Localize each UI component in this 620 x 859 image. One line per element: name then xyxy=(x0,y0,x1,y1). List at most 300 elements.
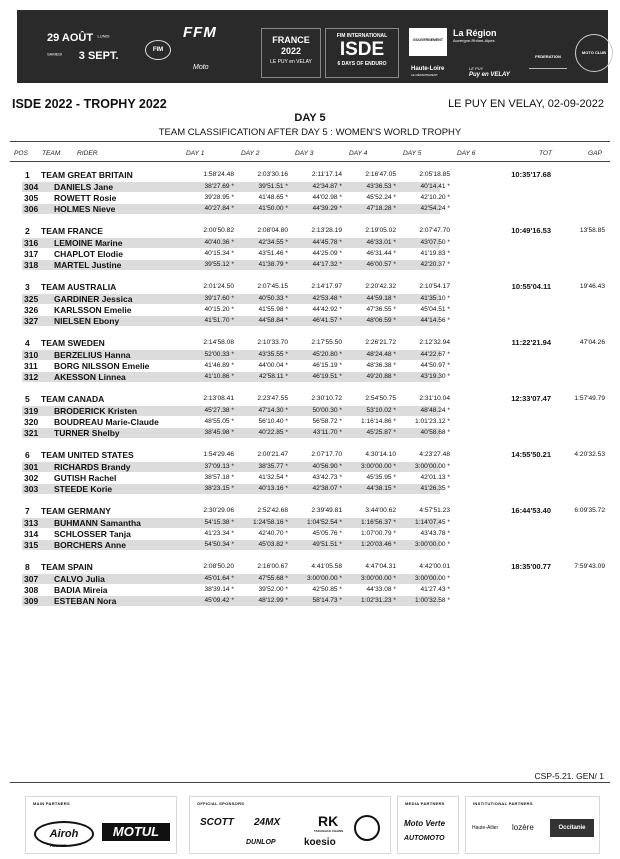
team-name: TEAM GERMANY xyxy=(41,506,111,516)
team-total: 12:33'07.47 xyxy=(511,394,551,403)
rider-row xyxy=(0,574,620,585)
rider-day-time: 40'15.34 * xyxy=(204,250,234,257)
team-gap: 7:59'43.09 xyxy=(574,563,605,570)
rider-day-time: 44'58.84 * xyxy=(258,317,288,324)
team-row xyxy=(0,394,620,405)
team-gap: 6:09'35.72 xyxy=(574,507,605,514)
isde-sub: 6 DAYS OF ENDURO xyxy=(337,61,387,67)
rider-day-time: 45'27.38 * xyxy=(204,407,234,414)
rider-day-time: 43'43.78 * xyxy=(420,530,450,537)
col-day4: DAY 4 xyxy=(349,150,368,157)
rider-day-time: 38'57.18 * xyxy=(204,474,234,481)
rider-day-time: 56'58.72 * xyxy=(312,418,342,425)
team-day-time: 4:23'27.48 xyxy=(419,451,450,458)
header-rule xyxy=(10,141,610,142)
rider-day-time: 44'00.04 * xyxy=(258,362,288,369)
rider-day-time: 43'42.73 * xyxy=(312,474,342,481)
team-row xyxy=(0,338,620,349)
team-row xyxy=(0,282,620,293)
rider-day-time: 44'50.97 * xyxy=(420,362,450,369)
institutional-partners-group xyxy=(465,796,600,854)
rider-day-time: 53'10.02 * xyxy=(366,407,396,414)
region-sub: Auvergne-Rhône-Alpes xyxy=(453,38,495,43)
rider-day-time: 42'10.20 * xyxy=(420,194,450,201)
rider-day-time: 1:24'58.16 * xyxy=(253,519,288,526)
date-end-day: SAMEDI xyxy=(47,51,63,57)
rider-day-time: 58'14.73 * xyxy=(312,597,342,604)
rider-row xyxy=(0,417,620,428)
team-gap: 13'58.85 xyxy=(579,227,605,234)
col-team: TEAM xyxy=(42,150,61,157)
rider-bib: 305 xyxy=(24,193,39,203)
occitanie-logo: Occitanie xyxy=(550,819,594,837)
rider-day-time: 38'35.77 * xyxy=(258,463,288,470)
team-name: TEAM UNITED STATES xyxy=(41,450,134,460)
team-position: 8 xyxy=(25,562,30,572)
team-day-time: 2:08'04.80 xyxy=(257,227,288,234)
team-day-time: 2:00'21.47 xyxy=(257,451,288,458)
team-day-time: 2:07'17.70 xyxy=(311,451,342,458)
rider-day-time: 47'18.28 * xyxy=(366,205,396,212)
rider-day-time: 42'34.55 * xyxy=(258,239,288,246)
team-day-time: 2:13'08.41 xyxy=(203,395,234,402)
rider-name: CHAPLOT Elodie xyxy=(54,249,123,259)
team-total: 10:55'04.11 xyxy=(511,282,551,291)
rider-bib: 306 xyxy=(24,204,39,214)
rider-name: BORG NILSSON Emelie xyxy=(54,361,150,371)
region-logo xyxy=(453,28,497,43)
team-total: 14:55'50.21 xyxy=(511,450,551,459)
team-day-time: 2:05'18.85 xyxy=(419,171,450,178)
rider-day-time: 44'14.56 * xyxy=(420,317,450,324)
team-day-time: 2:16'47.05 xyxy=(365,171,396,178)
rider-row xyxy=(0,462,620,473)
rk-logo: RK xyxy=(318,813,339,829)
koesio-logo: koesio xyxy=(304,837,336,848)
rider-name: NIELSEN Ebony xyxy=(54,316,120,326)
rider-day-time: 45'05.76 * xyxy=(312,530,342,537)
rider-name: AKESSON Linnea xyxy=(54,372,126,382)
team-name: TEAM CANADA xyxy=(41,394,105,404)
rider-day-time: 42'38.07 * xyxy=(312,485,342,492)
event-banner xyxy=(17,10,608,83)
rider-day-time: 39'17.60 * xyxy=(204,295,234,302)
rider-day-time: 40'40.36 * xyxy=(204,239,234,246)
rider-name: ROWETT Rosie xyxy=(54,193,117,203)
rider-bib: 314 xyxy=(24,529,39,539)
rider-day-time: 43'19.30 * xyxy=(420,373,450,380)
rider-bib: 302 xyxy=(24,473,39,483)
team-day-time: 2:10'33.70 xyxy=(257,339,288,346)
rider-bib: 326 xyxy=(24,305,39,315)
france-2022-text: FRANCE 2022 xyxy=(272,35,310,56)
rider-name: BUHMANN Samantha xyxy=(54,518,141,528)
team-name: TEAM AUSTRALIA xyxy=(41,282,117,292)
team-day-time: 1:58'24.48 xyxy=(203,171,234,178)
rider-bib: 312 xyxy=(24,372,39,382)
rider-name: BADIA Mireia xyxy=(54,585,108,595)
rider-day-time: 40'22.85 * xyxy=(258,429,288,436)
rider-day-time: 3:00'00.00 * xyxy=(415,463,450,470)
team-row xyxy=(0,562,620,573)
rider-day-time: 48'48.24 * xyxy=(420,407,450,414)
rider-day-time: 42'50.85 * xyxy=(312,586,342,593)
team-position: 5 xyxy=(25,394,30,404)
event-dates xyxy=(47,28,119,63)
rider-day-time: 39'51.51 * xyxy=(258,183,288,190)
rider-day-time: 49'51.51 * xyxy=(312,541,342,548)
rider-row xyxy=(0,238,620,249)
rider-name: RICHARDS Brandy xyxy=(54,462,131,472)
lozere-logo: lozère xyxy=(512,823,534,832)
day-title: DAY 5 xyxy=(294,112,326,124)
rider-day-time: 42'53.48 * xyxy=(312,295,342,302)
rider-row xyxy=(0,294,620,305)
rider-day-time: 40'56.90 * xyxy=(312,463,342,470)
rider-day-time: 41'50.00 * xyxy=(258,205,288,212)
rider-day-time: 1:16'14.86 * xyxy=(361,418,396,425)
dunlop-logo: DUNLOP xyxy=(246,839,276,846)
team-day-time: 2:31'10.04 xyxy=(419,395,450,402)
rider-day-time: 39'52.00 * xyxy=(258,586,288,593)
rider-day-time: 39'55.12 * xyxy=(204,261,234,268)
rk-sub: TAKASAGO CHAINS xyxy=(314,829,344,833)
rider-day-time: 1:16'56.37 * xyxy=(361,519,396,526)
rider-row xyxy=(0,316,620,327)
rider-day-time: 44'59.18 * xyxy=(366,295,396,302)
team-day-time: 4:42'00.01 xyxy=(419,563,450,570)
rider-row xyxy=(0,428,620,439)
federation-logo: FEDERATION xyxy=(529,46,567,69)
team-day-time: 2:19'05.02 xyxy=(365,227,396,234)
rider-row xyxy=(0,249,620,260)
rider-day-time: 45'03.82 * xyxy=(258,541,288,548)
rider-day-time: 43'51.46 * xyxy=(258,250,288,257)
france-2022-sub: LE PUY en VELAY xyxy=(270,59,312,65)
col-day3: DAY 3 xyxy=(295,150,314,157)
rider-name: HOLMES Nieve xyxy=(54,204,116,214)
team-row xyxy=(0,506,620,517)
team-name: TEAM GREAT BRITAIN xyxy=(41,170,133,180)
24mx-logo: 24MX xyxy=(254,817,281,828)
isde-top: FIM INTERNATIONAL xyxy=(336,33,388,39)
sponsor-footer xyxy=(25,796,600,854)
team-day-time: 2:30'29.06 xyxy=(203,507,234,514)
rider-day-time: 1:01'23.12 * xyxy=(415,418,450,425)
puy-text: Puy en VELAY xyxy=(469,72,510,78)
rider-bib: 320 xyxy=(24,417,39,427)
rider-day-time: 44'17.32 * xyxy=(312,261,342,268)
team-day-time: 4:47'04.31 xyxy=(365,563,396,570)
rider-day-time: 41'55.98 * xyxy=(258,306,288,313)
team-gap: 47'04.26 xyxy=(579,339,605,346)
rider-day-time: 44'45.78 * xyxy=(312,239,342,246)
col-tot: TOT xyxy=(539,150,553,157)
rider-day-time: 40'58.68 * xyxy=(420,429,450,436)
rider-row xyxy=(0,305,620,316)
rider-row xyxy=(0,529,620,540)
col-rider: RIDER xyxy=(77,150,98,157)
rider-day-time: 44'38.15 * xyxy=(366,485,396,492)
team-day-time: 2:00'50.82 xyxy=(203,227,234,234)
team-position: 1 xyxy=(25,170,30,180)
team-day-time: 2:20'42.32 xyxy=(365,283,396,290)
rider-day-time: 54'50.34 * xyxy=(204,541,234,548)
rider-day-time: 41'10.86 * xyxy=(204,373,234,380)
team-day-time: 2:03'30.16 xyxy=(257,171,288,178)
puy-en-velay-logo xyxy=(469,66,510,78)
team-day-time: 2:16'00.67 xyxy=(257,563,288,570)
rider-bib: 313 xyxy=(24,518,39,528)
rider-day-time: 45'35.95 * xyxy=(366,474,396,481)
team-gap: 4:20'32.53 xyxy=(574,451,605,458)
rider-day-time: 1:14'07.45 * xyxy=(415,519,450,526)
isde-text: ISDE xyxy=(339,39,385,60)
team-day-time: 2:07'45.15 xyxy=(257,283,288,290)
rider-name: CALVO Julia xyxy=(54,574,105,584)
date-start: 29 AOÛT xyxy=(47,32,94,44)
rider-name: BOUDREAU Marie-Claude xyxy=(54,417,159,427)
rider-day-time: 45'01.64 * xyxy=(204,575,234,582)
rider-bib: 301 xyxy=(24,462,39,472)
team-day-time: 2:01'24.50 xyxy=(203,283,234,290)
rider-name: ESTEBAN Nora xyxy=(54,596,117,606)
rider-bib: 304 xyxy=(24,182,39,192)
rider-row xyxy=(0,596,620,607)
team-day-time: 2:11'17.14 xyxy=(311,171,342,178)
rider-bib: 317 xyxy=(24,249,39,259)
rider-day-time: 41'48.65 * xyxy=(258,194,288,201)
rider-bib: 319 xyxy=(24,406,39,416)
rider-day-time: 45'25.87 * xyxy=(366,429,396,436)
rider-day-time: 41'38.79 * xyxy=(258,261,288,268)
moto-club-logo: MOTO CLUB xyxy=(575,34,613,72)
rider-row xyxy=(0,182,620,193)
moto-logo: Moto xyxy=(193,64,209,71)
rider-day-time: 3:00'00.00 * xyxy=(307,575,342,582)
classification-title: TEAM CLASSIFICATION AFTER DAY 5 : WOMEN'S WORLD TROPHY xyxy=(158,127,462,138)
team-name: TEAM FRANCE xyxy=(41,226,103,236)
motul-logo: MOTUL xyxy=(102,823,170,841)
team-day-time: 2:23'47.55 xyxy=(257,395,288,402)
official-sponsors-label: OFFICIAL SPONSORS xyxy=(197,801,245,806)
rider-day-time: 46'41.57 * xyxy=(312,317,342,324)
moto-verte-logo: Moto Verte xyxy=(404,819,446,828)
page-reference: CSP-5.21. GEN/ 1 xyxy=(534,771,604,781)
rider-row xyxy=(0,260,620,271)
rider-day-time: 47'14.30 * xyxy=(258,407,288,414)
ffm-logo: FFM xyxy=(183,24,217,41)
team-row xyxy=(0,170,620,181)
rider-day-time: 37'09.13 * xyxy=(204,463,234,470)
team-day-time: 4:57'51.23 xyxy=(419,507,450,514)
rider-name: KARLSSON Emelie xyxy=(54,305,132,315)
rider-row xyxy=(0,585,620,596)
col-day5: DAY 5 xyxy=(403,150,422,157)
rider-day-time: 43'35.55 * xyxy=(258,351,288,358)
airoh-text: Airoh xyxy=(49,828,79,840)
rider-day-time: 44'02.98 * xyxy=(312,194,342,201)
rider-day-time: 40'15.20 * xyxy=(204,306,234,313)
rider-day-time: 43'07.50 * xyxy=(420,239,450,246)
isde-logo xyxy=(325,28,399,78)
rider-day-time: 3:00'00.00 * xyxy=(361,463,396,470)
team-day-time: 2:52'42.68 xyxy=(257,507,288,514)
rider-row xyxy=(0,204,620,215)
team-name: TEAM SWEDEN xyxy=(41,338,105,348)
team-gap: 19'46.43 xyxy=(579,283,605,290)
rider-day-time: 41'51.70 * xyxy=(204,317,234,324)
airoh-sub: HELMET xyxy=(50,843,67,848)
team-day-time: 2:07'47.70 xyxy=(419,227,450,234)
rider-day-time: 41'19.83 * xyxy=(420,250,450,257)
rider-day-time: 43'36.53 * xyxy=(366,183,396,190)
main-partners-label: MAIN PARTNERS xyxy=(33,801,70,806)
team-total: 11:22'21.94 xyxy=(511,338,551,347)
footer-rule xyxy=(10,782,610,783)
rider-day-time: 44'33.08 * xyxy=(366,586,396,593)
media-partners-group xyxy=(397,796,459,854)
gouvernement-logo: GOUVERNEMENT xyxy=(409,28,447,56)
rider-bib: 309 xyxy=(24,596,39,606)
rider-day-time: 38'27.69 * xyxy=(204,183,234,190)
rider-bib: 307 xyxy=(24,574,39,584)
team-day-time: 2:17'55.50 xyxy=(311,339,342,346)
rider-bib: 311 xyxy=(24,361,38,371)
rider-day-time: 47'36.55 * xyxy=(366,306,396,313)
team-row xyxy=(0,450,620,461)
col-gap: GAP xyxy=(588,150,602,157)
team-gap: 1:57'49.79 xyxy=(574,395,605,402)
main-partners-group xyxy=(25,796,177,854)
rider-day-time: 42'58.11 * xyxy=(258,373,288,380)
rider-day-time: 1:20'03.46 * xyxy=(361,541,396,548)
rider-day-time: 40'27.84 * xyxy=(204,205,234,212)
col-pos: POS xyxy=(14,150,28,157)
institutional-partners-label: INSTITUTIONAL PARTNERS xyxy=(473,801,533,806)
rider-name: TURNER Shelby xyxy=(54,428,120,438)
date-end: 3 SEPT. xyxy=(78,49,119,62)
team-day-time: 2:12'32.94 xyxy=(419,339,450,346)
rider-day-time: 42'34.87 * xyxy=(312,183,342,190)
team-day-time: 2:14'17.97 xyxy=(311,283,342,290)
rider-bib: 315 xyxy=(24,540,39,550)
haute-loire-logo xyxy=(411,66,444,78)
rider-day-time: 3:00'00.00 * xyxy=(361,575,396,582)
rider-row xyxy=(0,473,620,484)
rider-day-time: 44'25.09 * xyxy=(312,250,342,257)
puy-sub: LE PUY xyxy=(469,66,484,71)
rider-day-time: 46'00.57 * xyxy=(366,261,396,268)
location-date: LE PUY EN VELAY, 02-09-2022 xyxy=(448,98,604,110)
rider-day-time: 41'23.34 * xyxy=(204,530,234,537)
rider-name: DANIELS Jane xyxy=(54,182,114,192)
rider-day-time: 43'11.70 * xyxy=(312,429,342,436)
rider-name: BORCHERS Anne xyxy=(54,540,126,550)
team-day-time: 4:41'05.58 xyxy=(311,563,342,570)
rider-row xyxy=(0,484,620,495)
rider-day-time: 3:00'00.00 * xyxy=(415,575,450,582)
haute-loire-sub: LE DÉPARTEMENT xyxy=(411,73,438,77)
team-position: 6 xyxy=(25,450,30,460)
team-day-time: 2:14'58.08 xyxy=(203,339,234,346)
team-day-time: 2:39'49.81 xyxy=(311,507,342,514)
rider-bib: 318 xyxy=(24,260,39,270)
team-day-time: 1:54'29.46 xyxy=(203,451,234,458)
rider-bib: 310 xyxy=(24,350,39,360)
rider-day-time: 1:07'00.79 * xyxy=(361,530,396,537)
rider-day-time: 45'52.24 * xyxy=(366,194,396,201)
rider-bib: 325 xyxy=(24,294,39,304)
document-title: ISDE 2022 - TROPHY 2022 xyxy=(12,97,167,111)
rider-day-time: 39'28.95 * xyxy=(204,194,234,201)
team-position: 7 xyxy=(25,506,30,516)
rider-day-time: 45'09.42 * xyxy=(204,597,234,604)
fim-logo: FIM xyxy=(145,40,171,60)
rider-day-time: 44'39.29 * xyxy=(312,205,342,212)
rider-day-time: 47'55.68 * xyxy=(258,575,288,582)
rider-day-time: 42'54.24 * xyxy=(420,205,450,212)
team-day-time: 2:10'54.17 xyxy=(419,283,450,290)
team-day-time: 2:30'10.72 xyxy=(311,395,342,402)
team-total: 18:35'00.77 xyxy=(511,562,551,571)
rider-day-time: 1:00'32.58 * xyxy=(415,597,450,604)
team-row xyxy=(0,226,620,237)
haute-allier-logo: Haute-Allier xyxy=(472,825,499,831)
team-day-time: 2:08'50.20 xyxy=(203,563,234,570)
scott-logo: SCOTT xyxy=(200,817,234,828)
rider-bib: 321 xyxy=(24,428,39,438)
roundel-logo xyxy=(354,815,380,841)
rider-name: SCHLOSSER Tanja xyxy=(54,529,131,539)
france-2022-logo xyxy=(261,28,321,78)
rider-day-time: 42'01.13 * xyxy=(420,474,450,481)
rider-day-time: 38'39.14 * xyxy=(204,586,234,593)
rider-day-time: 48'12.99 * xyxy=(258,597,288,604)
rider-row xyxy=(0,350,620,361)
rider-day-time: 49'20.88 * xyxy=(366,373,396,380)
rider-day-time: 46'15.19 * xyxy=(312,362,342,369)
rider-day-time: 41'26.35 * xyxy=(420,485,450,492)
rider-row xyxy=(0,406,620,417)
rider-day-time: 40'13.16 * xyxy=(258,485,288,492)
team-position: 2 xyxy=(25,226,30,236)
rider-day-time: 44'22.67 * xyxy=(420,351,450,358)
rider-name: GUTISH Rachel xyxy=(54,473,117,483)
team-day-time: 2:26'21.72 xyxy=(365,339,396,346)
team-day-time: 4:30'14.10 xyxy=(365,451,396,458)
rider-name: GARDINER Jessica xyxy=(54,294,133,304)
col-day6: DAY 6 xyxy=(457,150,476,157)
rider-bib: 327 xyxy=(24,316,39,326)
team-name: TEAM SPAIN xyxy=(41,562,93,572)
rider-day-time: 48'24.48 * xyxy=(366,351,396,358)
rider-bib: 303 xyxy=(24,484,39,494)
rider-day-time: 40'50.33 * xyxy=(258,295,288,302)
rider-day-time: 45'04.51 * xyxy=(420,306,450,313)
team-total: 10:49'16.53 xyxy=(511,226,551,235)
rider-day-time: 41'35.10 * xyxy=(420,295,450,302)
media-partners-label: MEDIA PARTNERS xyxy=(405,801,445,806)
team-day-time: 3:44'00.62 xyxy=(365,507,396,514)
rider-row xyxy=(0,540,620,551)
team-day-time: 2:13'28.19 xyxy=(311,227,342,234)
team-position: 4 xyxy=(25,338,30,348)
rider-day-time: 48'06.59 * xyxy=(366,317,396,324)
rider-row xyxy=(0,372,620,383)
rider-day-time: 3:00'00.00 * xyxy=(415,541,450,548)
rider-day-time: 41'32.54 * xyxy=(258,474,288,481)
